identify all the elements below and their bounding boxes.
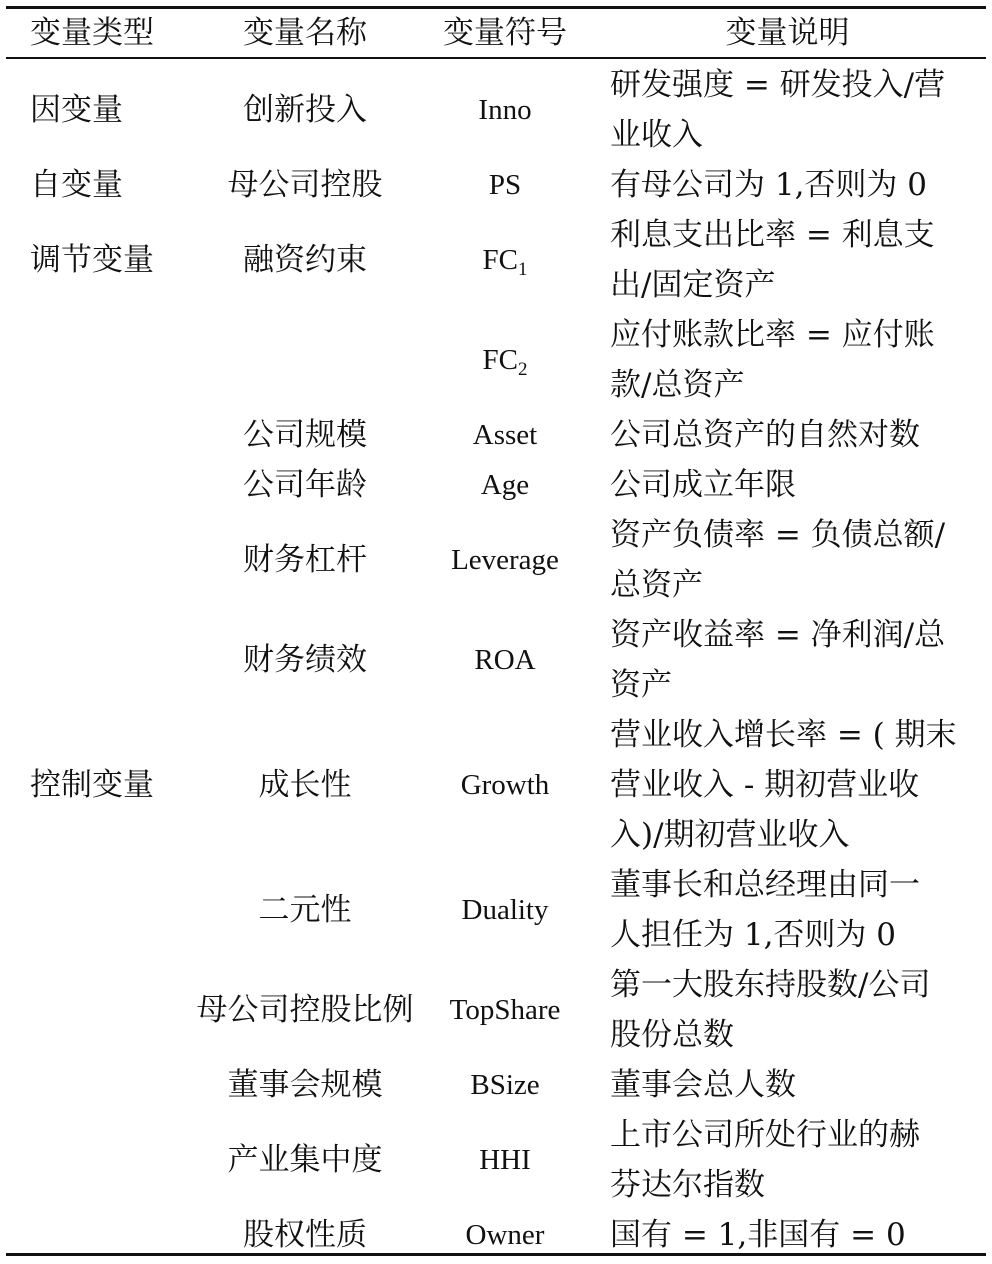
- header-variable-type: 变量类型: [30, 15, 154, 51]
- description-line: 资产负债率 = 负债总额/: [610, 517, 946, 553]
- row-variable-description: [610, 460, 965, 510]
- row-variable-name: 创新投入: [243, 92, 367, 128]
- row-variable-name: 母公司控股: [227, 167, 383, 203]
- row-variable-name: 产业集中度: [227, 1142, 383, 1178]
- row-variable-symbol: [440, 1135, 570, 1185]
- row-variable-symbol: [440, 635, 570, 685]
- row-variable-name: 二元性: [258, 892, 352, 928]
- symbol-text: Leverage: [451, 544, 559, 576]
- row-variable-description: [610, 960, 965, 1060]
- header-variable-symbol: 变量符号: [443, 15, 567, 51]
- description-line: 芬达尔指数: [610, 1167, 765, 1203]
- row-variable-symbol: [440, 760, 570, 810]
- description-line: 资产: [610, 667, 672, 703]
- row-variable-description: [610, 60, 965, 160]
- row-variable-symbol: [440, 1060, 570, 1110]
- description-line: 款/总资产: [610, 367, 745, 403]
- description-line: 营业收入 - 期初营业收: [610, 767, 920, 803]
- description-line: 股份总数: [610, 1017, 734, 1053]
- table-bottom-rule: [6, 1253, 986, 1256]
- row-variable-symbol: [440, 885, 570, 935]
- description-line: 业收入: [610, 117, 703, 153]
- row-variable-symbol: [440, 160, 570, 210]
- row-variable-symbol: [440, 85, 570, 135]
- symbol-text: Age: [480, 469, 530, 501]
- symbol-subscript: 1: [517, 259, 528, 280]
- row-variable-name: 财务杠杆: [243, 542, 367, 578]
- row-variable-description: [610, 210, 965, 310]
- row-variable-name: 股权性质: [243, 1217, 367, 1253]
- row-variable-name: 公司规模: [243, 417, 367, 453]
- row-variable-symbol: [440, 985, 570, 1035]
- symbol-text: FC: [482, 344, 518, 376]
- row-variable-description: [610, 1060, 965, 1110]
- description-line: 董事会总人数: [610, 1067, 796, 1103]
- row-variable-description: [610, 160, 965, 210]
- description-line: 研发强度 = 研发投入/营: [610, 67, 946, 103]
- description-line: 应付账款比率 = 应付账: [610, 317, 935, 353]
- row-variable-symbol: [440, 535, 570, 585]
- row-variable-description: [610, 1110, 965, 1210]
- symbol-text: FC: [482, 244, 518, 276]
- symbol-text: PS: [488, 169, 522, 201]
- description-line: 营业收入增长率 = ( 期末: [610, 717, 957, 753]
- description-line: 入)/期初营业收入: [610, 817, 850, 853]
- symbol-text: Asset: [472, 419, 538, 451]
- description-line: 董事长和总经理由同一: [610, 867, 920, 903]
- row-variable-name: 母公司控股比例: [196, 992, 414, 1028]
- description-line: 利息支出比率 = 利息支: [610, 217, 935, 253]
- row-variable-name: 成长性: [258, 767, 352, 803]
- symbol-text: Growth: [460, 769, 550, 801]
- row-variable-symbol: [440, 410, 570, 460]
- header-variable-name: 变量名称: [243, 15, 367, 51]
- row-variable-name: 董事会规模: [227, 1067, 383, 1103]
- row-variable-description: [610, 510, 965, 610]
- row-variable-type: 控制变量: [30, 767, 154, 803]
- description-line: 公司总资产的自然对数: [610, 417, 920, 453]
- symbol-subscript: 2: [517, 359, 528, 380]
- row-variable-description: [610, 610, 965, 710]
- description-line: 人担任为 1,否则为 0: [610, 917, 897, 953]
- symbol-text: Duality: [461, 894, 549, 926]
- row-variable-description: [610, 860, 965, 960]
- row-variable-description: [610, 310, 965, 410]
- symbol-text: BSize: [470, 1069, 540, 1101]
- description-line: 第一大股东持股数/公司: [610, 967, 931, 1003]
- symbol-text: Owner: [465, 1219, 545, 1251]
- row-variable-symbol: [440, 235, 570, 285]
- symbol-text: TopShare: [449, 994, 561, 1026]
- description-line: 总资产: [610, 567, 703, 603]
- row-variable-symbol: [440, 460, 570, 510]
- row-variable-name: 融资约束: [243, 242, 367, 278]
- table-header-rule: [6, 57, 986, 59]
- header-variable-description: 变量说明: [725, 15, 850, 51]
- row-variable-type: 调节变量: [30, 242, 154, 278]
- row-variable-name: 公司年龄: [243, 467, 367, 503]
- row-variable-name: 财务绩效: [243, 642, 367, 678]
- row-variable-type: 自变量: [30, 167, 123, 203]
- description-line: 有母公司为 1,否则为 0: [610, 167, 928, 203]
- description-line: 公司成立年限: [610, 467, 796, 503]
- description-line: 出/固定资产: [610, 267, 776, 303]
- row-variable-description: [610, 410, 965, 460]
- row-variable-type: 因变量: [30, 92, 123, 128]
- description-line: 上市公司所处行业的赫: [610, 1117, 920, 1153]
- description-line: 资产收益率 = 净利润/总: [610, 617, 946, 653]
- symbol-text: ROA: [474, 644, 536, 676]
- row-variable-symbol: [440, 335, 570, 385]
- symbol-text: Inno: [478, 94, 532, 126]
- row-variable-description: [610, 710, 965, 860]
- description-line: 国有 = 1,非国有 = 0: [610, 1217, 906, 1253]
- symbol-text: HHI: [479, 1144, 531, 1176]
